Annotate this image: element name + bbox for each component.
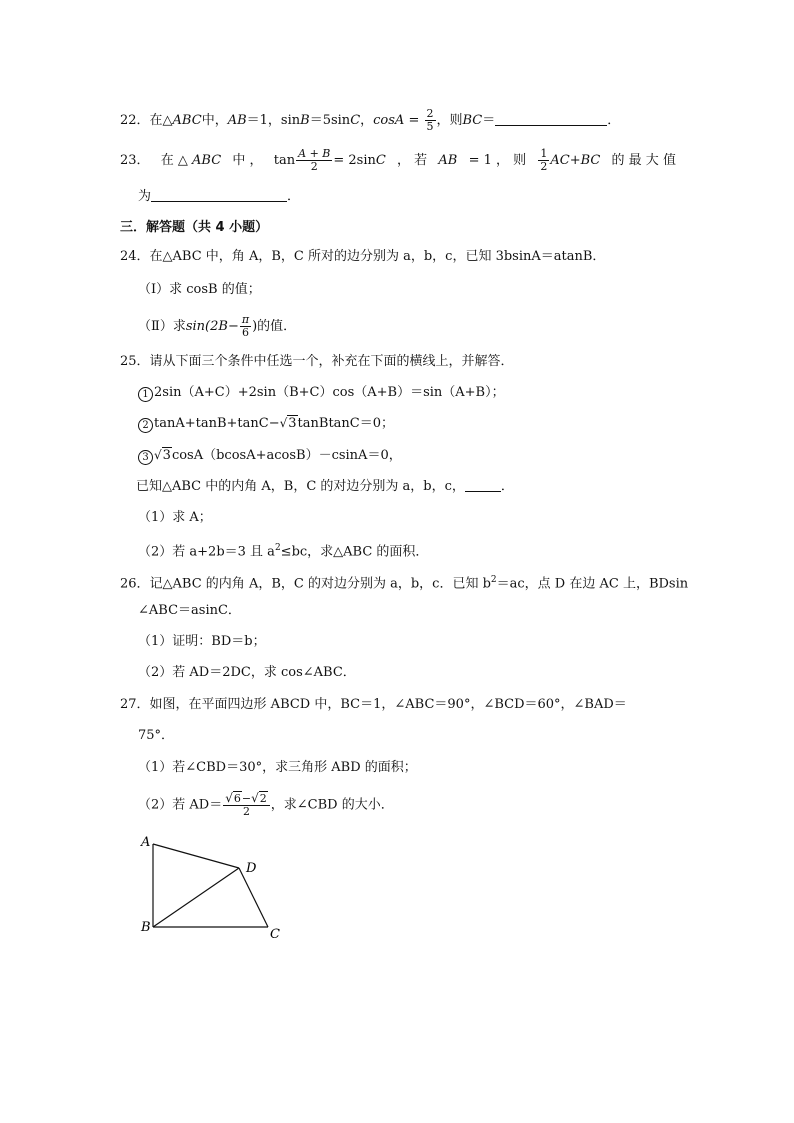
var: BC <box>462 113 483 128</box>
diagonal-bd <box>153 868 239 927</box>
text: )的值． <box>252 319 297 334</box>
var: AB <box>227 113 247 128</box>
edge-cd <box>239 868 268 927</box>
var: cosA <box>373 113 405 128</box>
question-27-line2: 75°． <box>138 728 175 743</box>
question-number: 22． <box>120 113 150 128</box>
text: ＝ac，点 D 在边 AC 上，BDsin <box>496 576 689 592</box>
vertex-label-a: A <box>141 835 151 850</box>
condition-1 <box>138 383 698 403</box>
question-26-line2: ∠ABC＝asinC． <box>138 603 241 618</box>
question-number: 27． <box>120 697 150 712</box>
text: 中 ， <box>232 152 263 168</box>
text: tanBtanC＝0； <box>297 416 395 431</box>
question-number: 23． <box>120 152 150 168</box>
superscript: 2 <box>274 543 281 553</box>
fraction-denominator: 6 <box>241 326 249 339</box>
question-27-part2 <box>138 792 698 818</box>
question-25-part2 <box>138 538 698 562</box>
fraction-numerator: 2 <box>426 107 434 120</box>
text: （2）若 a+2b＝3 且 a <box>138 544 275 560</box>
radicand: 3 <box>288 416 297 431</box>
formula <box>537 148 600 173</box>
vertex-label-b: B <box>141 920 151 935</box>
text: ，则 <box>436 113 463 128</box>
condition-3 <box>138 445 698 466</box>
fraction-denominator: 2 <box>540 160 548 173</box>
text: ． <box>500 479 514 494</box>
text: （2）若 AD＝ <box>138 797 223 813</box>
question-26-part1: （1）证明：BD＝b； <box>138 634 266 649</box>
text: 在△ <box>149 113 173 128</box>
text: 的 最 大 值 <box>611 152 676 168</box>
text: ， <box>360 113 374 128</box>
sqrt <box>251 792 268 805</box>
sqrt <box>280 413 298 434</box>
text: − <box>241 792 252 805</box>
text: ＝ <box>482 113 496 128</box>
formula <box>274 148 386 173</box>
vertex-label-d: D <box>246 861 257 876</box>
question-25 <box>120 352 680 372</box>
radicand: 3 <box>162 448 171 463</box>
vertex-label-c: C <box>270 927 280 942</box>
question-27 <box>120 695 680 715</box>
text: 在 △ <box>160 152 188 168</box>
answer-blank[interactable] <box>151 187 287 202</box>
var: ABC <box>172 113 202 128</box>
text: 如图，在平面四边形 ABCD 中，BC＝1，∠ABC＝90°，∠BCD＝60°，∠BAD＝ <box>149 697 627 712</box>
text: 记△ABC 的内角 A，B，C 的对边分别为 a，b，c．已知 b <box>149 576 491 592</box>
text: = 1 ， 则 <box>468 152 527 168</box>
fraction <box>240 314 251 339</box>
text: tan <box>273 153 296 168</box>
formula: sin(2B− <box>185 319 239 334</box>
sqrt <box>225 792 242 805</box>
text: ≤bc，求△ABC 的面积． <box>280 544 429 560</box>
radicand: 6 <box>233 792 241 805</box>
question-26 <box>120 570 689 594</box>
radical-icon: √ <box>154 448 162 462</box>
quadrilateral-figure <box>136 830 306 945</box>
question-number: 24． <box>120 249 150 264</box>
question-text: 请从下面三个条件中任选一个，补充在下面的横线上，并解答． <box>149 354 514 369</box>
text: ，求∠CBD 的大小． <box>270 797 394 813</box>
question-27-part1: （1）若∠CBD＝30°，求三角形 ABD 的面积； <box>138 760 417 775</box>
text: ＝1，sin <box>246 113 301 128</box>
fraction-denominator: 5 <box>426 120 434 133</box>
text: ． <box>287 189 301 204</box>
answer-blank[interactable] <box>495 111 607 126</box>
var: AB <box>438 152 458 168</box>
fraction <box>223 792 270 818</box>
question-25-known <box>136 477 696 497</box>
text: （Ⅱ）求 <box>138 319 186 334</box>
sqrt <box>154 445 172 466</box>
text: = <box>404 113 424 128</box>
question-24-part2 <box>138 314 698 339</box>
circled-number: 1 <box>138 387 153 402</box>
text: tanA+tanB+tanC− <box>154 416 280 431</box>
question-number: 25． <box>120 354 150 369</box>
question-26-part2: （2）若 AD＝2DC，求 cos∠ABC． <box>138 665 356 680</box>
answer-blank[interactable] <box>465 477 501 492</box>
fraction-denominator: 2 <box>310 160 318 173</box>
text <box>161 151 221 171</box>
question-22 <box>120 108 680 133</box>
fraction-numerator <box>223 792 270 806</box>
text: ＝5sin <box>309 113 351 128</box>
circled-number: 3 <box>138 450 153 465</box>
fraction-numerator: 1 <box>540 147 548 160</box>
var: AC+BC <box>550 153 601 168</box>
var: ABC <box>192 152 222 168</box>
fraction <box>425 108 436 133</box>
condition-2 <box>138 413 698 434</box>
question-text: 在△ABC 中，角 A，B，C 所对的边分别为 a，b，c，已知 3bsinA＝atanB． <box>149 249 606 264</box>
fraction <box>538 148 549 173</box>
fraction-numerator: A + B <box>298 147 331 160</box>
fraction-numerator: π <box>241 313 250 326</box>
fraction <box>296 148 332 173</box>
text: cosA（bcosA+acosB）－csinA＝0， <box>171 448 402 463</box>
question-23 <box>120 148 676 173</box>
text: ， 若 <box>397 152 428 168</box>
question-number: 26． <box>120 576 150 592</box>
question-24 <box>120 247 680 267</box>
radicand: 2 <box>259 792 267 805</box>
var: C <box>375 153 386 168</box>
superscript: 2 <box>490 575 497 585</box>
text: 已知△ABC 中的内角 A，B，C 的对边分别为 a，b，c， <box>136 479 465 494</box>
var: B <box>300 113 310 128</box>
question-25-part1: （1）求 A； <box>138 510 212 525</box>
text: 中， <box>201 113 228 128</box>
text: ． <box>607 113 621 128</box>
radical-icon: √ <box>225 791 233 805</box>
text: = 2sin <box>333 153 376 168</box>
question-23-line2 <box>138 187 698 207</box>
text: 为 <box>138 189 152 204</box>
radical-icon: √ <box>279 416 288 430</box>
question-24-part1: （Ⅰ）求 cosB 的值； <box>138 282 261 297</box>
fraction-denominator: 2 <box>242 805 250 818</box>
radical-icon: √ <box>251 791 259 805</box>
circled-number: 2 <box>138 418 153 433</box>
edge-da <box>153 844 239 868</box>
var: C <box>350 113 361 128</box>
section-header: 三．解答题（共 4 小题） <box>120 220 269 235</box>
text: 2sin（A+C）+2sin（B+C）cos（A+B）＝sin（A+B）； <box>154 385 505 400</box>
